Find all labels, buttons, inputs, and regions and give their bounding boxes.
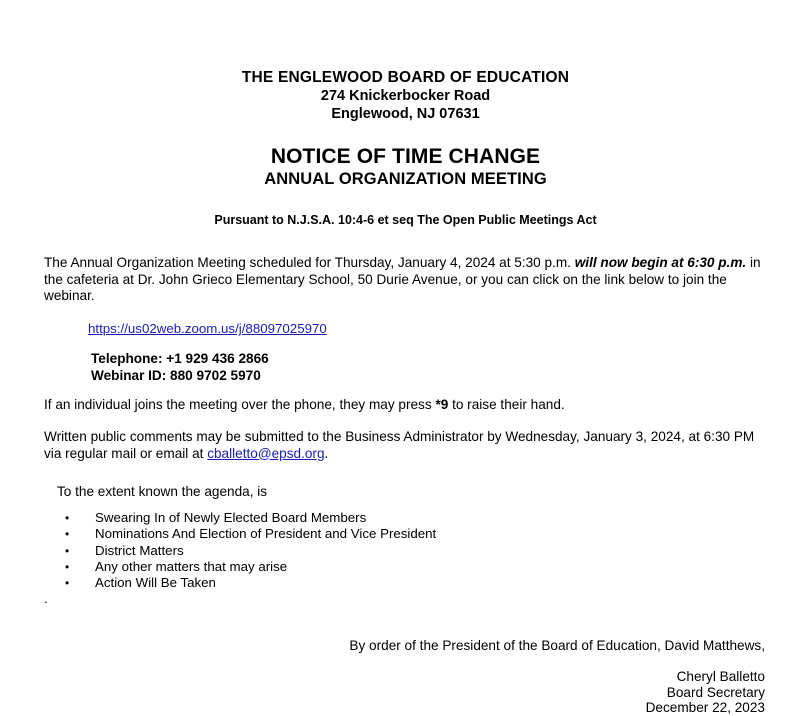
dial-in-details bbox=[91, 351, 269, 384]
agenda-intro: To the extent known the agenda, is bbox=[57, 484, 268, 499]
list-item bbox=[62, 575, 436, 591]
webinar-link-row bbox=[88, 321, 327, 337]
signed-date: December 22, 2023 bbox=[645, 700, 765, 715]
agenda-item-label: District Matters bbox=[95, 542, 184, 558]
by-order-line: By order of the President of the Board of Education, David Matthews, bbox=[349, 638, 765, 653]
bullet-icon: • bbox=[65, 527, 70, 542]
list-item bbox=[62, 526, 436, 542]
zoom-webinar-link[interactable]: https://us02web.zoom.us/j/88097025970 bbox=[88, 321, 327, 336]
organization-city-state-zip: Englewood, NJ 07631 bbox=[331, 106, 480, 122]
letterhead bbox=[0, 68, 811, 123]
page-title: NOTICE OF TIME CHANGE bbox=[270, 145, 541, 168]
contact-email-link[interactable]: cballetto@epsd.org bbox=[207, 445, 325, 461]
signer-title: Board Secretary bbox=[666, 684, 765, 700]
list-item bbox=[62, 559, 436, 575]
phone-instructions-paragraph bbox=[44, 397, 770, 414]
schedule-emphasis: will now begin at 6:30 p.m. bbox=[574, 255, 747, 270]
organization-name: THE ENGLEWOOD BOARD OF EDUCATION bbox=[241, 69, 570, 86]
bullet-icon: • bbox=[65, 559, 70, 574]
agenda-list bbox=[62, 510, 436, 591]
schedule-text-part2: in the cafeteria at Dr. John Grieco Elementary School, 50 Durie Avenue, or you can click on the link below to join the webinar. bbox=[44, 255, 761, 303]
notice-title-block bbox=[0, 145, 811, 189]
trailing-mark: . bbox=[44, 591, 48, 606]
list-item bbox=[62, 510, 436, 526]
schedule-paragraph bbox=[44, 255, 770, 305]
written-text-part2: . bbox=[324, 445, 329, 461]
written-text-part1: Written public comments may be submitted to the Business Administrator by Wednesday, January 3, 2024, at 6:30 PM via regular mail or email at bbox=[44, 429, 755, 461]
page-subtitle: ANNUAL ORGANIZATION MEETING bbox=[264, 170, 547, 188]
agenda-item-label: Action Will Be Taken bbox=[95, 575, 216, 591]
list-item bbox=[62, 543, 436, 559]
signature-block bbox=[0, 669, 765, 716]
keypress-code: *9 bbox=[435, 397, 449, 412]
agenda-item-label: Nominations And Election of President and Vice President bbox=[95, 526, 437, 542]
phone-text-part2: to raise their hand. bbox=[448, 397, 565, 412]
signer-name: Cheryl Balletto bbox=[676, 669, 765, 684]
telephone-line: Telephone: +1 929 436 2866 bbox=[91, 351, 269, 366]
agenda-item-label: Swearing In of Newly Elected Board Members bbox=[95, 510, 367, 525]
organization-street: 274 Knickerbocker Road bbox=[320, 88, 491, 104]
schedule-text-part1: The Annual Organization Meeting scheduled for Thursday, January 4, 2024 at 5:30 p.m. bbox=[44, 255, 575, 270]
phone-text-part1: If an individual joins the meeting over the phone, they may press bbox=[44, 397, 436, 412]
written-comments-paragraph bbox=[44, 429, 770, 462]
bullet-icon: • bbox=[65, 576, 70, 591]
bullet-icon: • bbox=[65, 511, 70, 525]
webinar-id-line: Webinar ID: 880 9702 5970 bbox=[91, 367, 261, 383]
agenda-item-label: Any other matters that may arise bbox=[95, 558, 288, 574]
statute-reference: Pursuant to N.J.S.A. 10:4-6 et seq The Open Public Meetings Act bbox=[214, 213, 597, 227]
bullet-icon: • bbox=[65, 543, 70, 558]
